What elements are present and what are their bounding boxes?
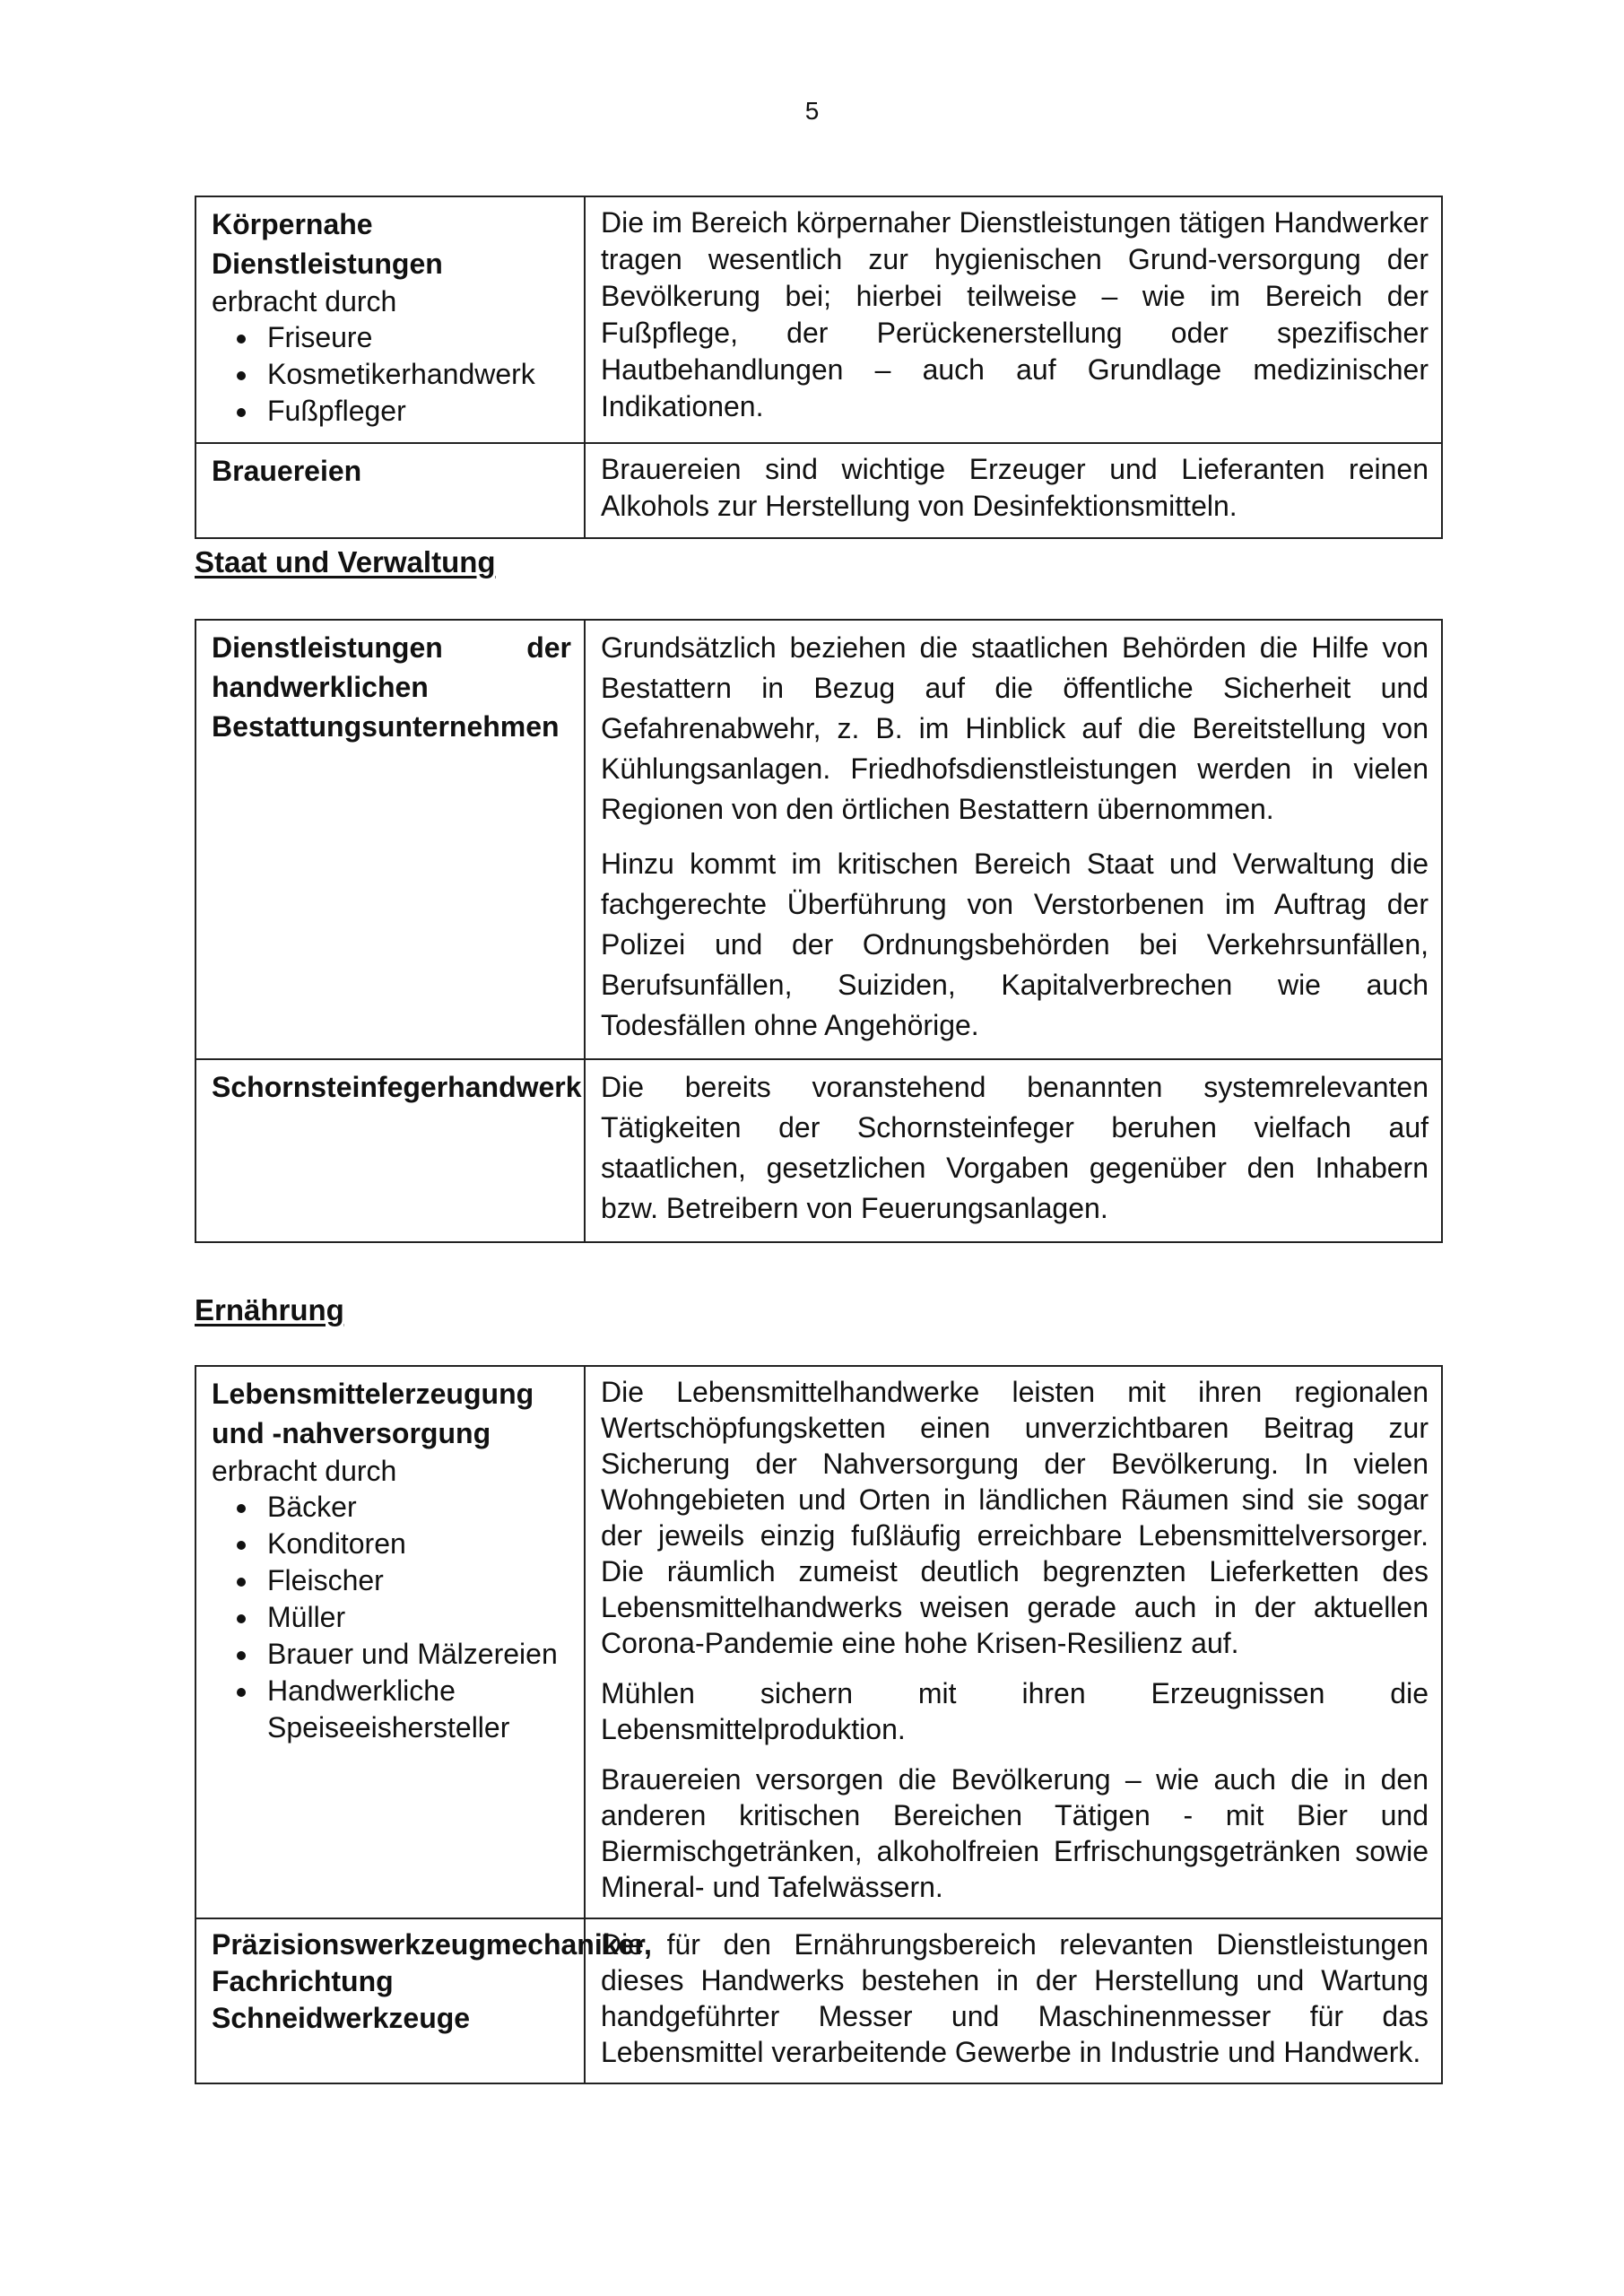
description-cell bbox=[585, 196, 1442, 443]
table-row bbox=[195, 196, 1442, 443]
critical-services-table-koerpernahe bbox=[195, 196, 1443, 539]
description-paragraph: Die im Bereich körpernaher Dienstleistungen tätigen Handwerker tragen wesentlich zur hygienischen Grund-versorgung der Bevölkerung bei; hierbei teilweise – wie im Bereich der Fußpflege, der Perückenerstellung oder spezifischer Hautbehandlungen – auch auf Grundlage medizinischer Indikationen. bbox=[601, 206, 1429, 422]
list-item: • Müller bbox=[260, 1599, 571, 1636]
list-item: • Friseure bbox=[260, 319, 571, 356]
provided-by-label: erbracht durch bbox=[212, 1455, 397, 1487]
list-item: • Bäcker bbox=[260, 1489, 571, 1526]
term-title: Körpernahe Dienstleistungen bbox=[212, 208, 443, 280]
section-heading-staat-und-verwaltung: Staat und Verwaltung bbox=[195, 545, 496, 578]
list-item: • Konditoren bbox=[260, 1526, 571, 1562]
page-number: 5 bbox=[804, 97, 820, 125]
description-cell bbox=[585, 1059, 1442, 1242]
term-title: Dienstleistungen der handwerklichen Bestattungsunternehmen bbox=[212, 631, 571, 743]
table-row bbox=[195, 1918, 1442, 2083]
critical-services-table-staat bbox=[195, 619, 1443, 1243]
description-paragraph: Brauereien versorgen die Bevölkerung – wie auch die in den anderen kritischen Bereichen Tätigen - mit Bier und Biermischgetränken, alkoholfreien Erfrischungsgetränken sowie Mineral- und Tafelwässern. bbox=[601, 1763, 1429, 1903]
term-cell bbox=[195, 1918, 652, 2083]
table-row bbox=[195, 443, 1442, 538]
list-item: • Fußpfleger bbox=[260, 393, 571, 430]
description-paragraph: Mühlen sichern mit ihren Erzeugnissen die Lebensmittelproduktion. bbox=[601, 1677, 1429, 1745]
table-row bbox=[195, 1366, 1442, 1918]
term-title: Präzisionswerkzeugmechaniker, Fachrichtung Schneidwerkzeuge bbox=[212, 1928, 652, 2034]
description-paragraph: Die bereits voranstehend benannten systemrelevanten Tätigkeiten der Schornsteinfeger beruhen vielfach auf staatlichen, gesetzlichen Vorgaben gegenüber den Inhabern bzw. Betreibern von Feuerungsanlagen. bbox=[601, 1071, 1429, 1224]
list-item: • Kosmetikerhandwerk bbox=[260, 356, 571, 393]
term-cell bbox=[195, 620, 585, 1059]
term-cell bbox=[195, 443, 585, 538]
provided-by-label: erbracht durch bbox=[212, 285, 397, 317]
term-cell bbox=[195, 196, 585, 443]
table-row bbox=[195, 1059, 1442, 1242]
term-cell bbox=[195, 1366, 585, 1918]
description-paragraph: Grundsätzlich beziehen die staatlichen Behörden die Hilfe von Bestattern in Bezug auf die öffentliche Sicherheit und Gefahrenabwehr, z. B. im Hinblick auf die Bereitstellung von Kühlungsanlagen. Friedhofsdienstleistungen werden in vielen Regionen von den örtlichen Bestattern übernommen. bbox=[601, 631, 1429, 825]
critical-services-table-ernaehrung bbox=[195, 1365, 1443, 2084]
term-title: Lebensmittelerzeugung und -nahversorgung bbox=[212, 1378, 534, 1449]
section-heading-ernaehrung: Ernährung bbox=[195, 1293, 344, 1326]
description-paragraph: Hinzu kommt im kritischen Bereich Staat und Verwaltung die fachgerechte Überführung von Verstorbenen im Auftrag der Polizei und der Ordnungsbehörden bei Verkehrsunfällen, Berufsunfällen, Suiziden, Kapitalverbrechen wie auch Todesfällen ohne Angehörige. bbox=[601, 848, 1429, 1041]
description-cell bbox=[585, 1366, 1442, 1918]
description-paragraph: Die für den Ernährungsbereich relevanten Dienstleistungen dieses Handwerks bestehen in der Herstellung und Wartung handgeführter Messer und Maschinenmesser für das Lebensmittel verarbeitende Gewerbe in Industrie und Handwerk. bbox=[601, 1928, 1429, 2068]
description-cell bbox=[585, 443, 1442, 538]
list-item: • Fleischer bbox=[260, 1562, 571, 1599]
description-cell bbox=[585, 620, 1442, 1059]
table-row bbox=[195, 620, 1442, 1059]
description-paragraph: Brauereien sind wichtige Erzeuger und Lieferanten reinen Alkohols zur Herstellung von Desinfektionsmitteln. bbox=[601, 453, 1429, 522]
list-item: • Handwerkliche Speiseeishersteller bbox=[260, 1673, 571, 1746]
description-cell bbox=[585, 1918, 1442, 2083]
provider-list bbox=[212, 319, 571, 430]
provider-list bbox=[212, 1489, 571, 1746]
term-cell bbox=[195, 1059, 585, 1242]
term-title: Schornsteinfegerhandwerk bbox=[212, 1071, 582, 1103]
list-item: • Brauer und Mälzereien bbox=[260, 1636, 571, 1673]
term-title: Brauereien bbox=[212, 455, 362, 487]
description-paragraph: Die Lebensmittelhandwerke leisten mit ihren regionalen Wertschöpfungsketten einen unverzichtbaren Beitrag zur Sicherung der Nahversorgung der Bevölkerung. In vielen Wohngebieten und Orten in ländlichen Räumen sind sie sogar der jeweils einzig fußläufig erreichbare Lebensmittelversorger. Die räumlich zumeist deutlich begrenzten Lieferketten des Lebensmittelhandwerks weisen gerade auch in der aktuellen Corona-Pandemie eine hohe Krisen-Resilienz auf. bbox=[601, 1376, 1429, 1659]
